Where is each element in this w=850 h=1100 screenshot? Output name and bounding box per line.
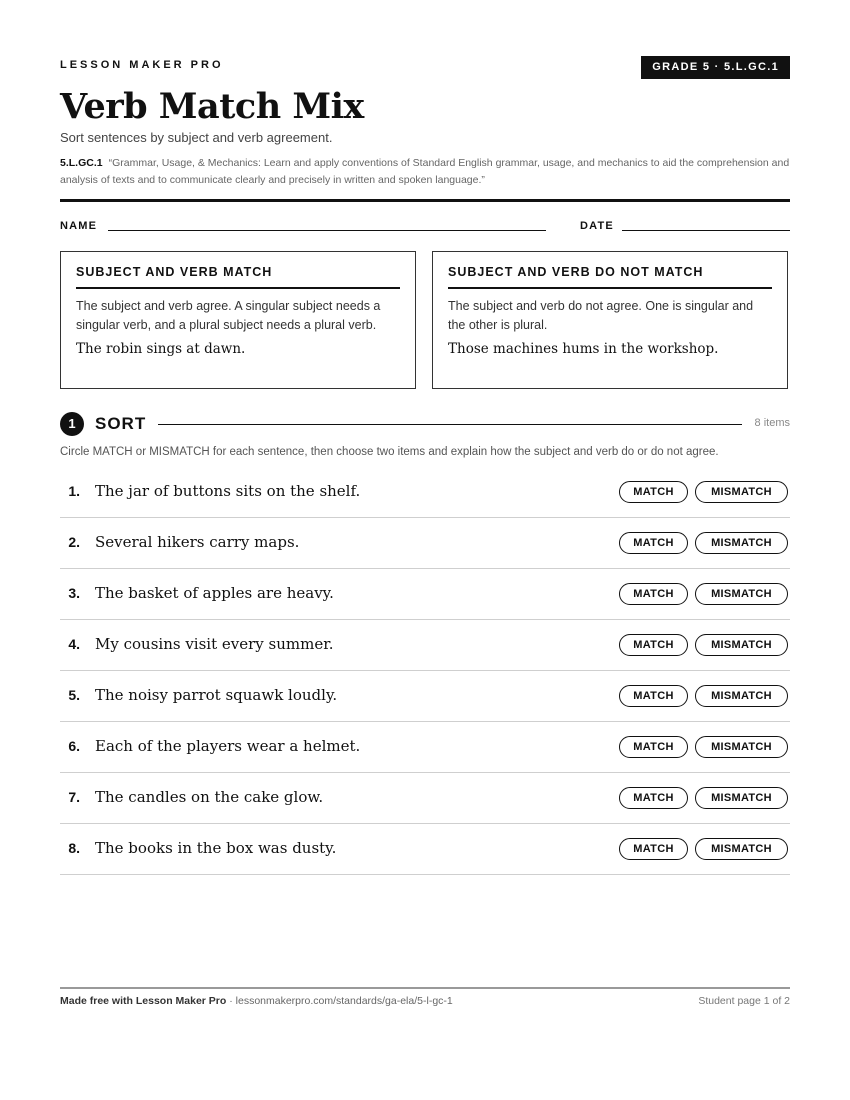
item-number: 8. <box>68 840 80 856</box>
footer-credit <box>60 995 453 1007</box>
example-box-description: The subject and verb do not agree. One is singular and the other is plural. <box>448 299 754 332</box>
match-option[interactable]: MATCH <box>619 532 688 554</box>
match-option[interactable]: MATCH <box>619 583 688 605</box>
item-count: 8 items <box>754 417 790 429</box>
item-number: 4. <box>68 636 80 652</box>
mismatch-option[interactable]: MISMATCH <box>695 481 788 503</box>
section-instructions: Circle MATCH or MISMATCH for each sentence, then choose two items and explain how the subject and verb do or do not agree. <box>60 446 719 458</box>
mismatch-option[interactable]: MISMATCH <box>695 583 788 605</box>
match-option[interactable]: MATCH <box>619 634 688 656</box>
item-sentence: The jar of buttons sits on the shelf. <box>95 482 361 500</box>
footer-url[interactable]: · lessonmakerpro.com/standards/ga-ela/5-l-gc-1 <box>226 995 453 1007</box>
match-option[interactable]: MATCH <box>619 685 688 707</box>
example-sentence: Those machines hums in the workshop. <box>448 341 719 357</box>
item-sentence: The books in the box was dusty. <box>95 839 337 857</box>
section-header <box>60 412 790 436</box>
item-sentence: The basket of apples are heavy. <box>95 584 334 602</box>
section-divider <box>158 424 742 425</box>
footer-made-with: Made free with Lesson Maker Pro <box>60 995 227 1007</box>
list-item <box>60 722 790 773</box>
item-number: 6. <box>68 738 80 754</box>
header-divider <box>60 199 790 202</box>
mismatch-option[interactable]: MISMATCH <box>695 634 788 656</box>
example-box-mismatch <box>432 251 788 389</box>
list-item <box>60 569 790 620</box>
section-title: SORT <box>95 414 147 433</box>
header <box>60 56 790 80</box>
page-title: Verb Match Mix <box>60 86 364 127</box>
match-option[interactable]: MATCH <box>619 481 688 503</box>
item-number: 1. <box>68 483 80 499</box>
standard-code: 5.L.GC.1 <box>60 157 103 169</box>
list-item <box>60 773 790 824</box>
name-label: NAME <box>60 220 98 232</box>
match-option[interactable]: MATCH <box>619 838 688 860</box>
mismatch-option[interactable]: MISMATCH <box>695 787 788 809</box>
brand-name: LESSON MAKER PRO <box>60 59 224 71</box>
page-indicator: Student page 1 of 2 <box>698 995 790 1007</box>
example-box-title: SUBJECT AND VERB DO NOT MATCH <box>448 265 772 289</box>
list-item <box>60 824 790 875</box>
item-number: 5. <box>68 687 80 703</box>
date-field[interactable] <box>622 230 790 231</box>
standard-text: “Grammar, Usage, & Mechanics: Learn and apply conventions of Standard English grammar, usage, and mechanics to aid the comprehension and analysis of texts and to communicate clearly and precisely in written and spoken language.” <box>60 157 790 186</box>
footer-divider <box>60 987 790 989</box>
list-item <box>60 671 790 722</box>
item-number: 3. <box>68 585 80 601</box>
standard-description <box>60 155 790 188</box>
match-option[interactable]: MATCH <box>619 787 688 809</box>
page-subtitle: Sort sentences by subject and verb agreement. <box>60 130 333 145</box>
section-number-badge: 1 <box>60 412 84 436</box>
mismatch-option[interactable]: MISMATCH <box>695 838 788 860</box>
name-date-row <box>60 219 790 237</box>
item-sentence: The noisy parrot squawk loudly. <box>95 686 338 704</box>
item-number: 7. <box>68 789 80 805</box>
item-sentence: My cousins visit every summer. <box>95 635 334 653</box>
example-box-description: The subject and verb agree. A singular subject needs a singular verb, and a plural subject needs a plural verb. <box>76 299 381 332</box>
mismatch-option[interactable]: MISMATCH <box>695 736 788 758</box>
example-sentence: The robin sings at dawn. <box>76 341 246 357</box>
mismatch-option[interactable]: MISMATCH <box>695 685 788 707</box>
list-item <box>60 620 790 671</box>
grade-badge: GRADE 5 · 5.L.GC.1 <box>641 56 790 79</box>
example-box-match <box>60 251 416 389</box>
item-sentence: Each of the players wear a helmet. <box>95 737 361 755</box>
match-option[interactable]: MATCH <box>619 736 688 758</box>
mismatch-option[interactable]: MISMATCH <box>695 532 788 554</box>
item-list <box>60 467 790 875</box>
item-sentence: Several hikers carry maps. <box>95 533 300 551</box>
item-number: 2. <box>68 534 80 550</box>
item-sentence: The candles on the cake glow. <box>95 788 324 806</box>
name-field[interactable] <box>108 230 546 231</box>
example-box-title: SUBJECT AND VERB MATCH <box>76 265 400 289</box>
date-label: DATE <box>580 220 614 232</box>
list-item <box>60 467 790 518</box>
list-item <box>60 518 790 569</box>
